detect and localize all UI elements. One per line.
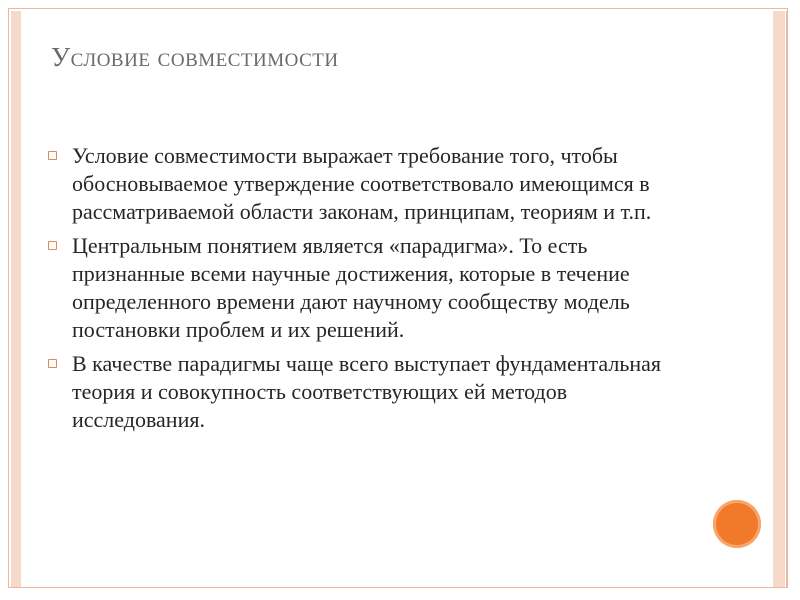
orange-circle-icon: [713, 500, 761, 548]
bullet-text-1: Условие совместимости выражает требование того, чтобы обосновываемое утверждение соответствовало имеющимся в рассматриваемой области законам, принципам, теориям и т.п.: [72, 143, 652, 224]
slide-title: Условие совместимости: [51, 42, 339, 72]
right-decor-line: [786, 11, 787, 587]
square-bullet-icon: [48, 151, 57, 160]
bullet-text-3: В качестве парадигмы чаще всего выступает фундаментальная теория и совокупность соответствующих ей методов исследования.: [72, 351, 662, 432]
square-bullet-icon: [48, 241, 57, 250]
bullet-item-1: [48, 142, 698, 226]
bullet-list: [48, 142, 698, 440]
bullet-text-2: Центральным понятием является «парадигма». То есть признанные всеми научные достижения, которые в течение определенного времени дают научному сообществу модель постановки проблем и их решений.: [72, 233, 630, 342]
bullet-item-2: [48, 232, 698, 344]
bullet-item-3: [48, 350, 698, 434]
square-bullet-icon: [48, 359, 57, 368]
left-decor-band: [11, 11, 21, 587]
right-decor-band: [773, 11, 785, 587]
